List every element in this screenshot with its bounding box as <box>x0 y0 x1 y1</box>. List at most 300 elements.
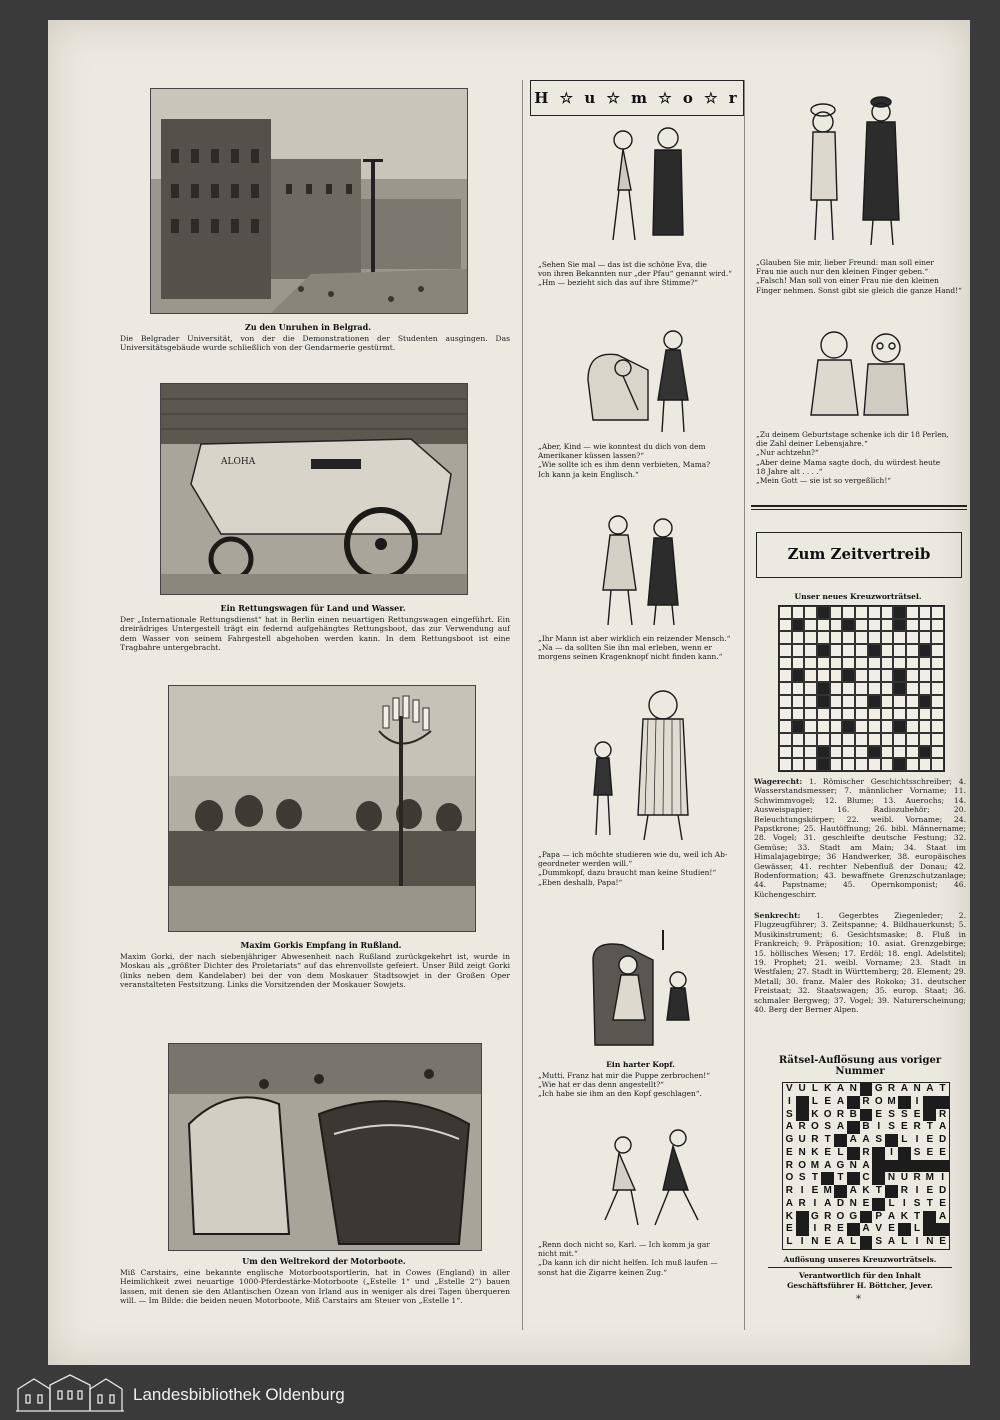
crossword-cell <box>893 695 906 708</box>
crossword-cell <box>881 682 894 695</box>
solution-cell: R <box>913 1172 921 1184</box>
crossword-cell <box>906 619 919 632</box>
crossword-cell <box>931 669 944 682</box>
solution-cell: E <box>888 1223 895 1235</box>
solution-cell: I <box>915 1134 919 1146</box>
solution-cell: L <box>901 1134 908 1146</box>
crossword-cell <box>906 682 919 695</box>
crossword-cell <box>919 631 932 644</box>
solution-cell: O <box>836 1210 845 1222</box>
crossword-cell <box>830 631 843 644</box>
solution-cell <box>885 1134 898 1147</box>
crossword-cell <box>931 720 944 733</box>
cartoon-doll <box>583 920 713 1060</box>
solution-cell: T <box>926 1121 933 1133</box>
solution-cell: S <box>888 1121 895 1133</box>
joke-line: „Ihr Mann ist aber wirklich ein reizender Mensch.“ <box>538 634 731 643</box>
solution-cell: T <box>811 1172 818 1184</box>
crossword-cell <box>906 758 919 771</box>
crossword-cell <box>881 606 894 619</box>
crossword-cell <box>868 606 881 619</box>
solution-cell: E <box>926 1185 934 1197</box>
crossword-cell <box>817 669 830 682</box>
crossword-cell <box>931 682 944 695</box>
solution-cell: A <box>849 1134 857 1146</box>
crossword-cell <box>830 606 843 619</box>
crossword-cell <box>779 720 792 733</box>
solution-cell <box>936 1096 949 1109</box>
crossword-cell <box>855 695 868 708</box>
solution-cell <box>885 1160 898 1173</box>
joke-line: „Eben deshalb, Papa!“ <box>538 877 623 887</box>
joke-line: „Zu deinem Geburtstage schenke ich dir 18 Perlen, <box>756 430 949 439</box>
cartoon-kiss <box>578 320 708 440</box>
solution-cell: A <box>836 1236 845 1248</box>
crossword-cell <box>842 619 855 632</box>
solution-cell: L <box>914 1223 921 1235</box>
crossword-cell <box>931 746 944 759</box>
joke-line: Amerikaner küssen lassen?“ <box>538 451 645 461</box>
crossword-cell <box>855 758 868 771</box>
joke-3 <box>538 634 743 662</box>
crossword-cell <box>779 606 792 619</box>
solution-cell: K <box>811 1146 819 1158</box>
solution-cell: N <box>798 1146 806 1158</box>
joke-line: Ich kann ja kein Englisch.“ <box>538 469 639 479</box>
solution-cell: I <box>800 1185 804 1197</box>
crossword-cell <box>792 733 805 746</box>
crossword-cell <box>855 733 868 746</box>
joke-line: „Falsch! Man soll von einer Frau nie den kleinen <box>756 276 939 286</box>
clues-senkrecht <box>754 911 966 1014</box>
crossword-cell <box>893 682 906 695</box>
solution-cell: E <box>939 1197 946 1209</box>
solution-cell <box>936 1160 949 1173</box>
crossword-cell <box>906 708 919 721</box>
crossword-cell <box>792 669 805 682</box>
solution-cell: R <box>824 1210 832 1222</box>
crossword-cell <box>919 606 932 619</box>
joke-line: „Da kann ich dir nicht helfen. Ich muß laufen — <box>538 1258 718 1268</box>
solution-cell: M <box>925 1172 934 1184</box>
crossword-cell <box>881 619 894 632</box>
joke-6 <box>538 1240 743 1277</box>
crossword-cell <box>919 708 932 721</box>
solution-cell: O <box>874 1095 883 1107</box>
joke-line: morgens seinen Kragenknopf nicht finden kann.“ <box>538 652 723 662</box>
joke-line: Frau nie auch nur den kleinen Finger geben.“ <box>756 267 929 277</box>
solution-cell <box>847 1096 860 1109</box>
solution-cell: I <box>787 1095 791 1107</box>
solution-cell: S <box>875 1134 883 1146</box>
solution-cell: R <box>862 1146 870 1158</box>
crossword-cell <box>893 631 906 644</box>
crossword-cell <box>804 758 817 771</box>
joke-line: „Aber deine Mama sagte doch, du würdest heute <box>756 457 941 467</box>
solution-cell: K <box>824 1083 832 1094</box>
crossword-cell <box>919 758 932 771</box>
crossword-cell <box>868 720 881 733</box>
solution-cell: L <box>888 1197 895 1209</box>
joke-line: von ihren Bekannten nur „der Pfau“ genannt wird.“ <box>538 269 732 279</box>
solution-cell <box>847 1147 860 1160</box>
solution-cell: N <box>849 1159 857 1171</box>
crossword-cell <box>919 644 932 657</box>
solution-cell <box>936 1223 949 1236</box>
solution-cell: N <box>849 1197 857 1209</box>
solution-cell: S <box>875 1236 883 1248</box>
solution-cell: A <box>836 1095 845 1107</box>
crossword-cell <box>868 758 881 771</box>
crossword-cell <box>868 695 881 708</box>
solution-cell: I <box>941 1172 944 1184</box>
solution-cell: A <box>785 1197 793 1209</box>
solution-cell: L <box>811 1083 818 1094</box>
crossword-cell <box>881 657 894 670</box>
crossword-cell <box>893 657 906 670</box>
crossword-cell <box>804 644 817 657</box>
solution-cell <box>847 1172 860 1185</box>
solution-cell: S <box>888 1108 895 1120</box>
library-building-logo <box>14 1371 126 1413</box>
solution-cell <box>847 1121 860 1134</box>
joke-line: „Sehen Sie mal — das ist die schöne Eva, die <box>538 260 707 269</box>
solution-cell: E <box>824 1236 832 1248</box>
joke-line: „Mein Gott — sie ist so vergeßlich!“ <box>756 476 892 486</box>
joke-line: Finger nehmen. Sonst gibt sie gleich die ganze Hand!“ <box>756 285 962 295</box>
photo2-caption: Der „Internationale Rettungsdienst“ hat in Berlin einen neuartigen Rettungswagen eingeführt. Ein dreirädriges Untergestell trägt ein federnd aufgehängtes Rettungsboot, das zur Verwendung auf dem Wasser von seinem Fahrgestell abgehoben werden kann. In dem Rettungsboot ist eine Tragbahre untergebracht. <box>120 615 510 653</box>
crossword-cell <box>830 669 843 682</box>
crossword-cell <box>893 669 906 682</box>
photo3-title: Maxim Gorkis Empfang in Rußland. <box>240 940 402 950</box>
crossword-cell <box>931 695 944 708</box>
crossword-cell <box>817 720 830 733</box>
solution-caption: Auflösung unseres Kreuzworträtsels. <box>783 1255 937 1264</box>
crossword-cell <box>855 708 868 721</box>
column-rule <box>744 80 745 1330</box>
joke-line: „Mutti, Franz hat mir die Puppe zerbrochen!“ <box>538 1071 710 1080</box>
crossword-cell <box>817 606 830 619</box>
solution-cell: D <box>938 1134 947 1146</box>
solution-cell: I <box>902 1197 906 1209</box>
joke-line: „Wie sollte ich es ihm denn verbieten, Mama? <box>538 460 711 470</box>
solution-cell <box>796 1223 809 1236</box>
joke-7 <box>756 258 966 295</box>
cartoon-eva <box>583 120 708 250</box>
cartoon-running <box>593 1120 713 1235</box>
solution-cell <box>898 1147 911 1160</box>
solution-cell: E <box>824 1095 832 1107</box>
joke-line: die Zahl deiner Lebensjahre.“ <box>756 439 868 449</box>
crossword-cell <box>817 657 830 670</box>
solution-cell: L <box>811 1095 818 1107</box>
crossword-cell <box>919 746 932 759</box>
solution-cell: R <box>862 1095 870 1107</box>
crossword-cell <box>779 631 792 644</box>
crossword-cell <box>842 746 855 759</box>
photo2-title: Ein Rettungswagen für Land und Wasser. <box>220 603 406 613</box>
crossword-cell <box>931 606 944 619</box>
crossword-cell <box>855 606 868 619</box>
crossword-cell <box>792 644 805 657</box>
crossword-cell <box>868 669 881 682</box>
crossword-cell <box>804 657 817 670</box>
solution-cell: I <box>800 1236 804 1248</box>
crossword-cell <box>893 606 906 619</box>
solution-cell: L <box>786 1236 793 1248</box>
solution-cell: O <box>785 1172 794 1184</box>
crossword-cell <box>804 619 817 632</box>
solution-cell: S <box>798 1172 806 1184</box>
solution-cell <box>923 1096 936 1109</box>
solution-cell: T <box>926 1197 933 1209</box>
crossword-cell <box>868 619 881 632</box>
crossword-cell <box>842 708 855 721</box>
solution-cell: P <box>875 1210 883 1222</box>
crossword-cell <box>804 733 817 746</box>
solution-cell: I <box>915 1236 919 1248</box>
solution-cell: R <box>798 1197 806 1209</box>
crossword-cell <box>919 657 932 670</box>
crossword-cell <box>830 695 843 708</box>
library-name: Landesbibliothek Oldenburg <box>133 1385 345 1404</box>
solution-cell: E <box>824 1146 832 1158</box>
solution-cell: K <box>900 1210 908 1222</box>
solution-cell: I <box>890 1146 893 1158</box>
solution-cell: S <box>786 1108 793 1120</box>
solution-cell: E <box>786 1146 793 1158</box>
solution-cell: E <box>913 1108 921 1120</box>
puzzle-title: Unser neues Kreuzworträtsel. <box>794 592 922 601</box>
column-rule <box>522 80 523 1330</box>
crossword-cell <box>817 619 830 632</box>
crossword-cell <box>893 746 906 759</box>
solution-cell: A <box>887 1236 896 1248</box>
crossword-cell <box>817 733 830 746</box>
crossword-cell <box>842 695 855 708</box>
crossword-cell <box>893 720 906 733</box>
crossword-cell <box>817 631 830 644</box>
solution-cell: E <box>875 1108 883 1120</box>
crossword-cell <box>779 758 792 771</box>
solution-cell: L <box>837 1146 844 1158</box>
waagerecht-label: Wagerecht: <box>754 777 803 786</box>
crossword-grid <box>778 605 945 772</box>
crossword-cell <box>830 758 843 771</box>
crossword-cell <box>919 733 932 746</box>
solution-cell: N <box>887 1172 896 1184</box>
solution-title: Rätsel-Auflösung aus voriger Nummer <box>778 1055 942 1077</box>
joke-line: nicht mit.“ <box>538 1249 578 1259</box>
solution-cell: E <box>837 1223 844 1235</box>
solution-cell: S <box>913 1146 921 1158</box>
solution-cell <box>923 1223 936 1236</box>
solution-cell <box>872 1172 885 1185</box>
senkrecht-text: 1. Gegerbtes Ziegenleder; 2. Flugzeugführer; 3. Zeitspanne; 4. Bildhauerkunst; 5. Musikinstrument; 6. Gesichtsmaske; 8. Fluß in Frankreich; 9. Präposition; 10. asiat. Grenzgebirge; 15. höllisches Wesen; 17. Erdöl; 18. engl. Adelstitel; 19. Prophet; 21. weibl. Vorname; 23. Stadt in Westfalen; 27. Stadt in Württemberg; 28. Element; 29. Metall; 30. franz. Maler des Rokoko; 31. deutscher Freistaat; 32. Staatswagen; 35. europ. Staat; 36. schmaler Bergweg; 37. Vogel; 39. Naturerscheinung; 40. Berg der Berner Alpen. <box>754 911 966 1015</box>
photo4-title: Um den Weltrekord der Motorboote. <box>242 1256 406 1266</box>
solution-cell: L <box>901 1236 908 1248</box>
newspaper-page <box>48 20 970 1365</box>
solution-cell: U <box>798 1134 806 1146</box>
solution-cell: A <box>938 1121 947 1133</box>
crossword-cell <box>881 644 894 657</box>
solution-cell <box>796 1109 809 1122</box>
crossword-cell <box>830 619 843 632</box>
solution-cell: N <box>913 1083 921 1094</box>
crossword-cell <box>779 746 792 759</box>
solution-cell: R <box>785 1185 793 1197</box>
crossword-cell <box>881 746 894 759</box>
cartoon-pearls <box>796 320 924 420</box>
solution-cell: B <box>862 1121 870 1133</box>
solution-cell: A <box>836 1083 845 1094</box>
crossword-cell <box>830 746 843 759</box>
joke-line: sonst hat die Zigarre keinen Zug.“ <box>538 1267 668 1277</box>
solution-cell <box>923 1160 936 1173</box>
crossword-cell <box>881 758 894 771</box>
crossword-cell <box>779 619 792 632</box>
solution-cell: A <box>785 1121 793 1133</box>
crossword-cell <box>817 682 830 695</box>
solution-cell: A <box>836 1121 845 1133</box>
crossword-cell <box>842 720 855 733</box>
imprint-line-1: Verantwortlich für den Inhalt <box>799 1271 921 1280</box>
solution-cell: M <box>823 1185 832 1197</box>
solution-cell: R <box>824 1223 832 1235</box>
solution-cell: E <box>939 1236 946 1248</box>
solution-cell: K <box>811 1108 819 1120</box>
solution-cell: A <box>824 1197 832 1209</box>
solution-cell: E <box>862 1197 870 1209</box>
solution-cell <box>860 1236 873 1249</box>
solution-cell: R <box>913 1121 921 1133</box>
crossword-cell <box>817 644 830 657</box>
crossword-cell <box>779 708 792 721</box>
crossword-cell <box>830 657 843 670</box>
joke-line: „Glauben Sie mir, lieber Freund: man soll einer <box>756 258 934 267</box>
crossword-cell <box>855 644 868 657</box>
crossword-cell <box>792 720 805 733</box>
imprint-rule <box>768 1267 952 1268</box>
solution-cell: A <box>900 1083 908 1094</box>
solution-cell: T <box>824 1134 831 1146</box>
solution-cell <box>872 1160 885 1173</box>
crossword-cell <box>931 733 944 746</box>
crossword-cell <box>804 606 817 619</box>
crossword-cell <box>868 733 881 746</box>
crossword-cell <box>931 758 944 771</box>
solution-cell: I <box>813 1223 817 1235</box>
solution-cell: I <box>813 1197 817 1209</box>
crossword-cell <box>855 746 868 759</box>
crossword-cell <box>919 682 932 695</box>
solution-cell <box>898 1223 911 1236</box>
solution-cell <box>872 1147 885 1160</box>
crossword-cell <box>804 631 817 644</box>
crossword-cell <box>804 720 817 733</box>
solution-cell <box>834 1185 847 1198</box>
solution-cell: A <box>887 1210 896 1222</box>
solution-cell <box>821 1172 834 1185</box>
photo-gorki-reception <box>168 685 476 932</box>
solution-cell <box>860 1083 873 1096</box>
crossword-cell <box>792 758 805 771</box>
joke-line: „Renn doch nicht so, Karl. — Ich komm ja gar <box>538 1240 710 1249</box>
solution-cell: R <box>887 1083 896 1094</box>
joke-1 <box>538 260 743 288</box>
joke-line: „Na — da sollten Sie ihn mal erleben, wenn er <box>538 643 712 653</box>
crossword-cell <box>855 631 868 644</box>
solution-cell: G <box>849 1210 858 1222</box>
solution-cell: E <box>900 1121 908 1133</box>
solution-cell: S <box>913 1197 921 1209</box>
solution-cell: G <box>785 1134 794 1146</box>
crossword-cell <box>842 758 855 771</box>
solution-cell <box>898 1096 911 1109</box>
crossword-cell <box>792 606 805 619</box>
photo4-caption: Miß Carstairs, eine bekannte englische Motorbootsportlerin, hat in Cowes (England) in aller Heimlichkeit zwei neuartige 1000-Pferdestärke-Motorboote („Estelle 1“ und „Estelle 2“) bauen lassen, mit denen sie den Atlantischen Ozean von Irland aus in weniger als drei Tagen überqueren will. — Im Bilde: die beiden neuen Motorboote, Miß Carstairs am Steuer von „Estelle 1“. <box>120 1268 510 1306</box>
crossword-cell <box>906 669 919 682</box>
crossword-cell <box>817 708 830 721</box>
cartoon-study <box>578 685 708 845</box>
crossword-cell <box>830 708 843 721</box>
crossword-cell <box>842 644 855 657</box>
solution-cell: A <box>862 1223 870 1235</box>
crossword-cell <box>779 695 792 708</box>
solution-cell: A <box>862 1134 870 1146</box>
crossword-cell <box>881 733 894 746</box>
crossword-cell <box>830 682 843 695</box>
joke-line: „Aber, Kind — wie konntest du dich von dem <box>538 442 706 451</box>
solution-cell: G <box>811 1210 819 1222</box>
crossword-cell <box>842 669 855 682</box>
crossword-cell <box>906 720 919 733</box>
crossword-cell <box>893 733 906 746</box>
crossword-cell <box>855 657 868 670</box>
crossword-cell <box>931 657 944 670</box>
photo-rescue-vehicle <box>160 383 468 595</box>
solution-cell: S <box>900 1108 908 1120</box>
crossword-cell <box>792 631 805 644</box>
solution-cell <box>872 1198 885 1211</box>
cartoon-collar <box>578 510 698 630</box>
solution-cell: I <box>915 1095 919 1107</box>
photo3-caption: Maxim Gorki, der nach siebenjähriger Abwesenheit nach Rußland zurückgekehrt ist, wurde in Moskau als „größter Dichter des Proletariats“ auf das ehrenvollste gefeiert. Unser Bild zeigt Gorki (links neben dem Kandelaber) bei der von dem Moskauer Stadtsowjet in der Großen Oper veranstalteten Festsitzung. Links die Vorsitzenden der Moskauer Sowjets. <box>120 952 510 990</box>
crossword-cell <box>881 720 894 733</box>
solution-cell: N <box>849 1083 857 1094</box>
crossword-cell <box>817 695 830 708</box>
joke-line: „Dummkopf, dazu braucht man keine Studien!“ <box>538 868 717 878</box>
crossword-cell <box>893 644 906 657</box>
solution-cell: N <box>926 1236 934 1248</box>
crossword-cell <box>906 644 919 657</box>
photo1-title: Zu den Unruhen in Belgrad. <box>245 322 371 332</box>
solution-cell: V <box>875 1223 883 1235</box>
crossword-cell <box>779 644 792 657</box>
solution-cell: B <box>849 1108 857 1120</box>
joke-5-title: Ein harter Kopf. <box>606 1060 675 1069</box>
photo1-caption: Die Belgrader Universität, von der die Demonstrationen der Studenten ausgingen. Das Universitätsgebäude wurde schließlich von der Gendarmerie gestürmt. <box>120 334 510 353</box>
crossword-cell <box>868 682 881 695</box>
crossword-cell <box>817 758 830 771</box>
solution-cell: D <box>836 1197 845 1209</box>
solution-cell: C <box>862 1172 870 1184</box>
solution-cell: A <box>824 1159 832 1171</box>
senkrecht-label: Senkrecht: <box>754 911 801 920</box>
solution-cell: A <box>849 1185 857 1197</box>
crossword-cell <box>919 619 932 632</box>
zeitvertreib-heading-box <box>756 532 962 578</box>
